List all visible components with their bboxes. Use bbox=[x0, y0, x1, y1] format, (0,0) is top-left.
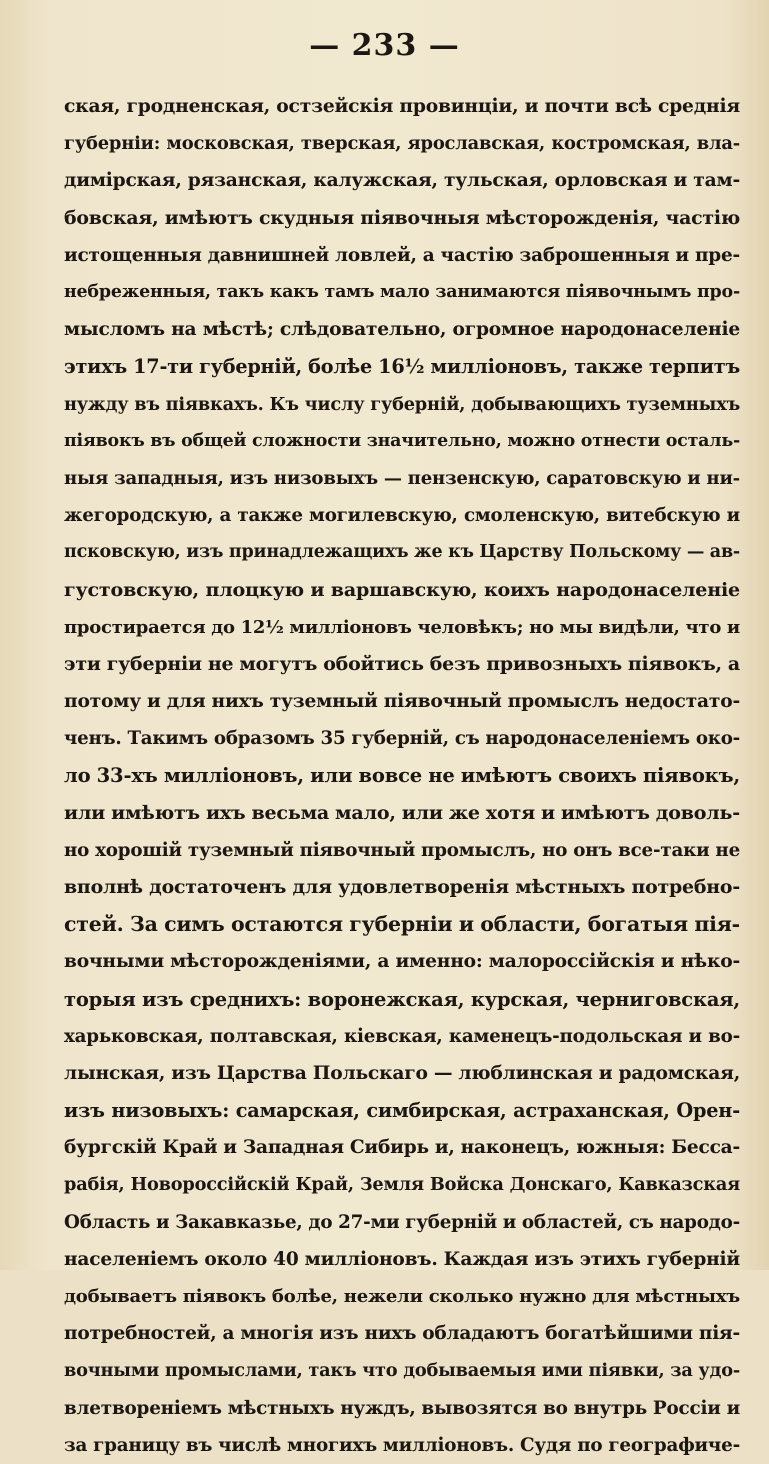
text-line: изъ низовыхъ: самарская, симбирская, астраханская, Орен- bbox=[64, 1099, 740, 1123]
text-line: бургскій Край и Западная Сибирь и, наконецъ, южныя: Бесса- bbox=[64, 1137, 740, 1159]
text-line: піявокъ въ общей сложности значительно, можно отнести осталь- bbox=[64, 430, 740, 451]
page-number: — 233 — bbox=[309, 28, 460, 63]
text-line: харьковская, полтавская, кіевская, каменецъ-подольская и во- bbox=[64, 1025, 740, 1047]
text-line: населеніемъ около 40 милліоновъ. Каждая изъ этихъ губерній bbox=[64, 1248, 740, 1270]
text-line: ныя западныя, изъ низовыхъ — пензенскую, саратовскую и ни- bbox=[64, 467, 740, 489]
text-line: добываетъ піявокъ болѣе, нежели сколько нужно для мѣстныхъ bbox=[64, 1286, 740, 1307]
text-line: вочными мѣсторожденіями, а именно: малороссійскія и нѣко- bbox=[64, 950, 740, 973]
text-line: вочными промыслами, такъ что добываемыя ими піявки, за удо- bbox=[64, 1360, 740, 1382]
text-line: за границу въ числѣ многихъ милліоновъ. Судя по географиче- bbox=[64, 1434, 740, 1456]
text-line: или имѣютъ ихъ весьма мало, или же хотя и имѣютъ доволь- bbox=[64, 801, 740, 824]
text-line: истощенныя давнишней ловлей, а частію заброшенныя и пре- bbox=[64, 244, 740, 266]
text-line: вполнѣ достаточенъ для удовлетворенія мѣстныхъ потребно- bbox=[64, 875, 740, 898]
text-line: губерніи: московская, тверская, ярославская, костромская, вла- bbox=[64, 133, 740, 155]
text-line: но хорошій туземный піявочный промыслъ, но онъ все-таки не bbox=[64, 839, 740, 861]
text-line: густовскую, плоцкую и варшавскую, коихъ народонаселеніе bbox=[64, 578, 740, 602]
text-line: ло 33-хъ милліоновъ, или вовсе не имѣютъ своихъ піявокъ, bbox=[64, 764, 740, 788]
text-line: Область и Закавказье, до 27-ми губерній и областей, съ народо- bbox=[64, 1211, 740, 1233]
text-line: жегородскую, а также могилевскую, смоленскую, витебскую и bbox=[64, 505, 740, 527]
text-line: эти губерніи не могутъ обойтись безъ привозныхъ піявокъ, а bbox=[64, 652, 740, 675]
text-line: лынская, изъ Царства Польскаго — люблинская и радомская, bbox=[64, 1061, 740, 1084]
text-line: потребностей, а многія изъ нихъ обладаютъ богатѣйшими пія- bbox=[64, 1323, 740, 1345]
body-text bbox=[64, 88, 740, 1464]
text-line: ская, гродненская, остзейскія провинціи, и почти всѣ среднія bbox=[64, 95, 740, 117]
text-line: бовская, имѣютъ скудныя піявочныя мѣсторожденія, частію bbox=[64, 206, 740, 229]
text-line: мысломъ на мѣстѣ; слѣдовательно, огромное народонаселеніе bbox=[64, 319, 740, 341]
text-line: нужду въ піявкахъ. Къ числу губерній, добывающихъ туземныхъ bbox=[64, 393, 740, 415]
text-line: простирается до 12½ милліоновъ человѣкъ; но мы видѣли, что и bbox=[64, 616, 740, 638]
text-line: ченъ. Такимъ образомъ 35 губерній, съ народонаселеніемъ око- bbox=[64, 728, 740, 750]
text-line: димірская, рязанская, калужская, тульская, орловская и там- bbox=[64, 170, 740, 192]
text-line: небреженныя, такъ какъ тамъ мало занимаются піявочнымъ про- bbox=[64, 281, 740, 302]
text-line: этихъ 17-ти губерній, болѣе 16½ милліоновъ, также терпитъ bbox=[64, 355, 740, 379]
text-line: псковскую, изъ принадлежащихъ же къ Царству Польскому — ав- bbox=[64, 542, 740, 563]
text-line: потому и для нихъ туземный піявочный промыслъ недостато- bbox=[64, 690, 740, 712]
text-line: стей. За симъ остаются губерніи и области, богатыя пія- bbox=[64, 912, 740, 937]
text-line: торыя изъ среднихъ: воронежская, курская, черниговская, bbox=[64, 987, 740, 1011]
text-line: рабія, Новороссійскій Край, Земля Войска Донскаго, Кавказская bbox=[64, 1174, 740, 1196]
text-line: влетвореніемъ мѣстныхъ нуждъ, вывозятся во внутрь Россіи и bbox=[64, 1397, 740, 1419]
